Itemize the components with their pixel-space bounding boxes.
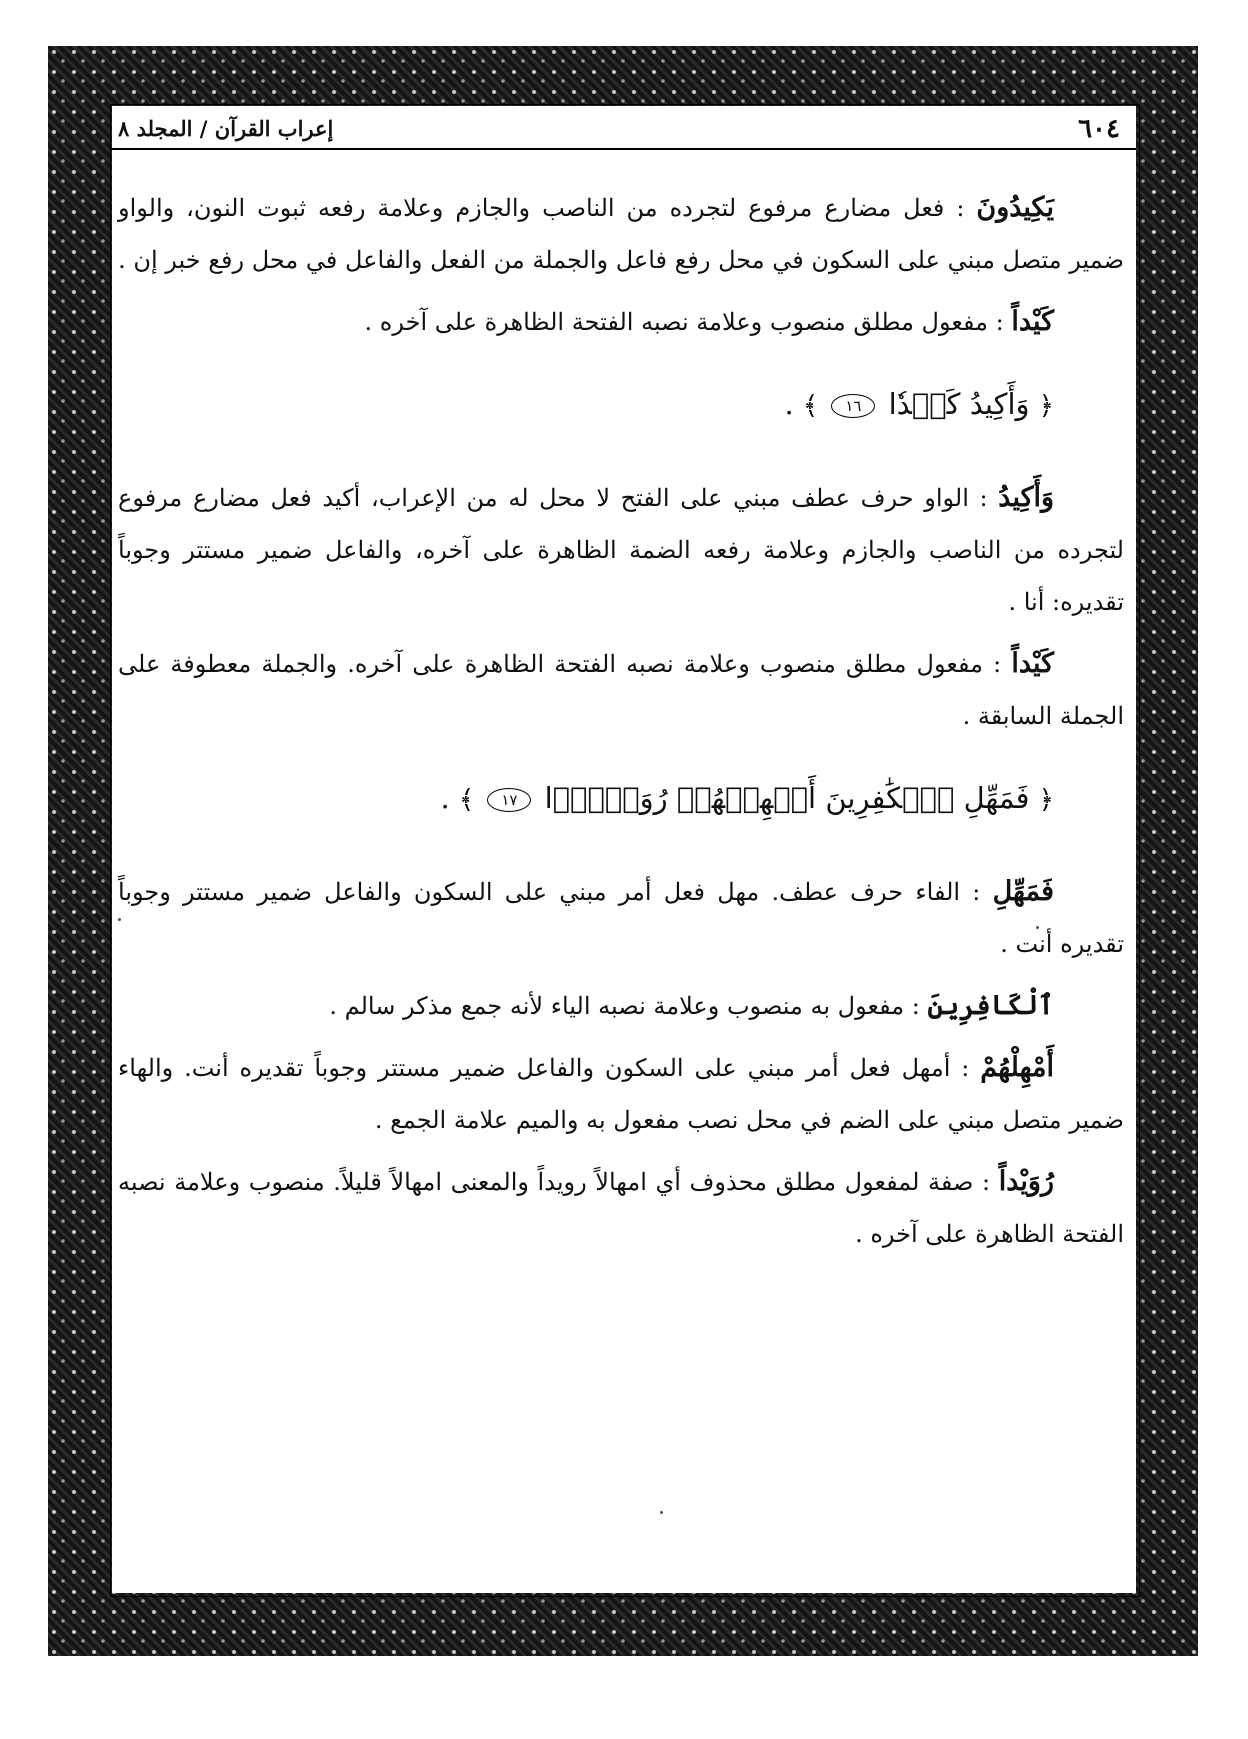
explanation-ruwaydan: : صفة لمفعول مطلق محذوف أي امهالاً رويداً والمعنى امهالاً قليلاً. منصوب وعلامة نصبه الفتحة الظاهرة على آخره . xyxy=(118,1168,1124,1248)
verse-text: وَأَكِيدُ كَيۡدٗا xyxy=(888,387,1030,421)
explanation-kaydan-1: : مفعول مطلق منصوب وعلامة نصبه الفتحة الظاهرة على آخره . xyxy=(364,308,1004,336)
paragraph-yakidun xyxy=(118,182,1124,286)
paragraph-famahhil xyxy=(118,866,1124,970)
page-header xyxy=(112,106,1136,150)
term-kaydan-2: كَيْداً xyxy=(1011,648,1054,679)
page xyxy=(112,106,1136,1593)
explanation-amhilhum: : أمهل فعل أمر مبني على السكون والفاعل ضمير مستتر وجوباً تقديره أنت. والهاء ضمير متصل مبني على الضم في محل نصب مفعول به والميم علامة الجمع . xyxy=(118,1054,1124,1134)
verse-open-bracket: ﴿ xyxy=(1038,391,1054,421)
paragraph-alkafirin xyxy=(118,980,1124,1032)
term-ruwaydan: رُوَيْداً xyxy=(998,1166,1054,1197)
scan-speck xyxy=(1036,926,1039,929)
running-title: إعراب القرآن / المجلد ٨ xyxy=(118,116,334,141)
explanation-akidu: : الواو حرف عطف مبني على الفتح لا محل له من الإعراب، أكيد فعل مضارع مرفوع لتجرده من الناصب والجازم وعلامة رفعه الضمة الظاهرة على آخره، والفاعل ضمير مستتر وجوباً تقديره: أنا . xyxy=(118,484,1124,616)
paragraph-kaydan-2 xyxy=(118,638,1124,742)
verse-tail: . xyxy=(440,781,450,815)
term-yakidun: يَكِيدُونَ xyxy=(976,192,1054,223)
scan-speck xyxy=(660,1511,663,1514)
term-kaydan-1: كَيْداً xyxy=(1011,306,1054,337)
term-amhilhum: أَمْهِلْهُمْ xyxy=(980,1052,1054,1083)
verse-open-bracket: ﴿ xyxy=(1038,785,1054,815)
explanation-yakidun: : فعل مضارع مرفوع لتجرده من الناصب والجازم وعلامة رفعه ثبوت النون، والواو ضمير متصل مبني على السكون في محل رفع فاعل والجملة من الفعل والفاعل في محل رفع خبر إن . xyxy=(118,194,1124,274)
quran-verse-16 xyxy=(118,382,1124,428)
paragraph-kaydan-1 xyxy=(118,296,1124,348)
verse-close-bracket: ﴾ xyxy=(458,785,475,815)
verse-text: فَمَهِّلِ ٱلۡكَٰفِرِينَ أَمۡهِلۡهُمۡ رُوَيۡدَۢا xyxy=(544,781,1030,815)
paragraph-ruwaydan xyxy=(118,1156,1124,1260)
term-famahhil: فَمَهِّلِ xyxy=(992,876,1054,907)
verse-number: ١٦ xyxy=(831,394,875,418)
quran-verse-17 xyxy=(118,776,1124,822)
verse-close-bracket: ﴾ xyxy=(802,391,819,421)
explanation-alkafirin: : مفعول به منصوب وعلامة نصبه الياء لأنه جمع مذكر سالم . xyxy=(329,992,920,1020)
term-akidu: وَأَكِيدُ xyxy=(998,482,1054,513)
explanation-kaydan-2: : مفعول مطلق منصوب وعلامة نصبه الفتحة الظاهرة على آخره. والجملة معطوفة على الجملة السابقة . xyxy=(118,650,1124,730)
scan-speck xyxy=(118,918,121,921)
term-alkafirin: ٱلْكَافِرِينَ xyxy=(927,990,1054,1021)
page-number: ٦٠٤ xyxy=(1078,114,1120,144)
page-body xyxy=(118,182,1124,1270)
explanation-famahhil: : الفاء حرف عطف. مهل فعل أمر مبني على السكون والفاعل ضمير مستتر وجوباً تقديره أنت . xyxy=(118,878,1124,958)
verse-number: ١٧ xyxy=(487,788,531,812)
paragraph-akidu xyxy=(118,472,1124,628)
verse-tail: . xyxy=(784,387,794,421)
paragraph-amhilhum xyxy=(118,1042,1124,1146)
